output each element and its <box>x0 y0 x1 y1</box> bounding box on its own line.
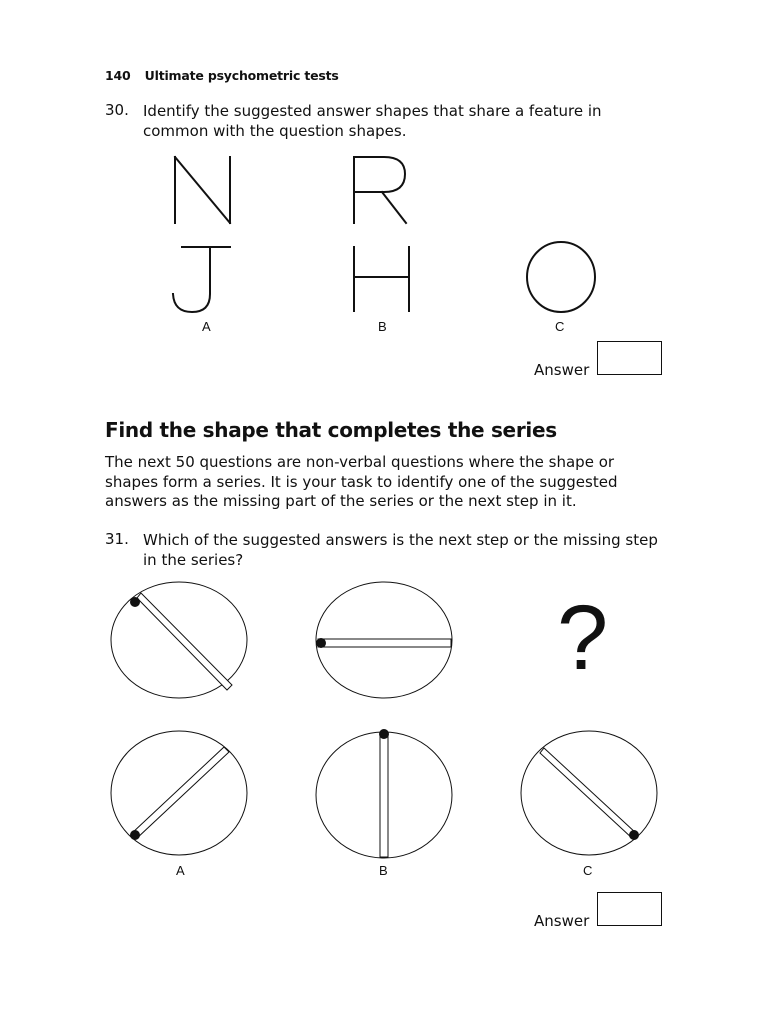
q30-option-a-label: A <box>202 319 211 334</box>
option-b-letter-h <box>354 247 409 311</box>
q31-option-b-label: B <box>379 863 388 878</box>
option-a-dot <box>130 830 140 840</box>
section-heading: Find the shape that completes the series <box>105 418 557 442</box>
question-30-number: 30. <box>105 101 129 119</box>
letter-n-figure <box>175 157 230 223</box>
q30-option-b-label: B <box>378 319 387 334</box>
option-b-dot <box>379 729 389 739</box>
series-circle-2 <box>316 582 452 698</box>
q31-option-c-label: C <box>583 863 593 878</box>
q31-option-a-figure <box>111 731 247 855</box>
series-circle-1 <box>111 582 247 698</box>
question-31-text: Which of the suggested answers is the next step or the missing step in the series? <box>143 531 658 569</box>
option-a-letter-j <box>173 247 230 312</box>
series-2-dot <box>316 638 326 648</box>
q30-option-c-label: C <box>555 319 565 334</box>
letter-r-figure <box>354 157 406 223</box>
question-31-number: 31. <box>105 530 129 548</box>
q31-answer-label: Answer <box>534 912 590 930</box>
missing-step-question-mark: ? <box>557 587 609 689</box>
q30-answer-label: Answer <box>534 361 590 379</box>
option-c-dot <box>629 830 639 840</box>
q31-option-c-figure <box>521 731 657 855</box>
running-head <box>105 68 339 83</box>
q31-answer-box[interactable] <box>597 892 662 926</box>
q30-answer-box[interactable] <box>597 341 662 375</box>
book-title: Ultimate psychometric tests <box>144 68 339 83</box>
q31-option-b-figure <box>316 732 452 858</box>
page-number: 140 <box>105 68 131 83</box>
series-1-dot <box>130 597 140 607</box>
option-c-letter-o <box>527 242 595 312</box>
q31-option-a-label: A <box>176 863 185 878</box>
section-intro: The next 50 questions are non-verbal questions where the shape or shapes form a series. It is your task to identify one of the suggested answers as the missing part of the series or the next step in it. <box>105 453 618 510</box>
question-30-text: Identify the suggested answer shapes that share a feature in common with the question shapes. <box>143 102 602 140</box>
